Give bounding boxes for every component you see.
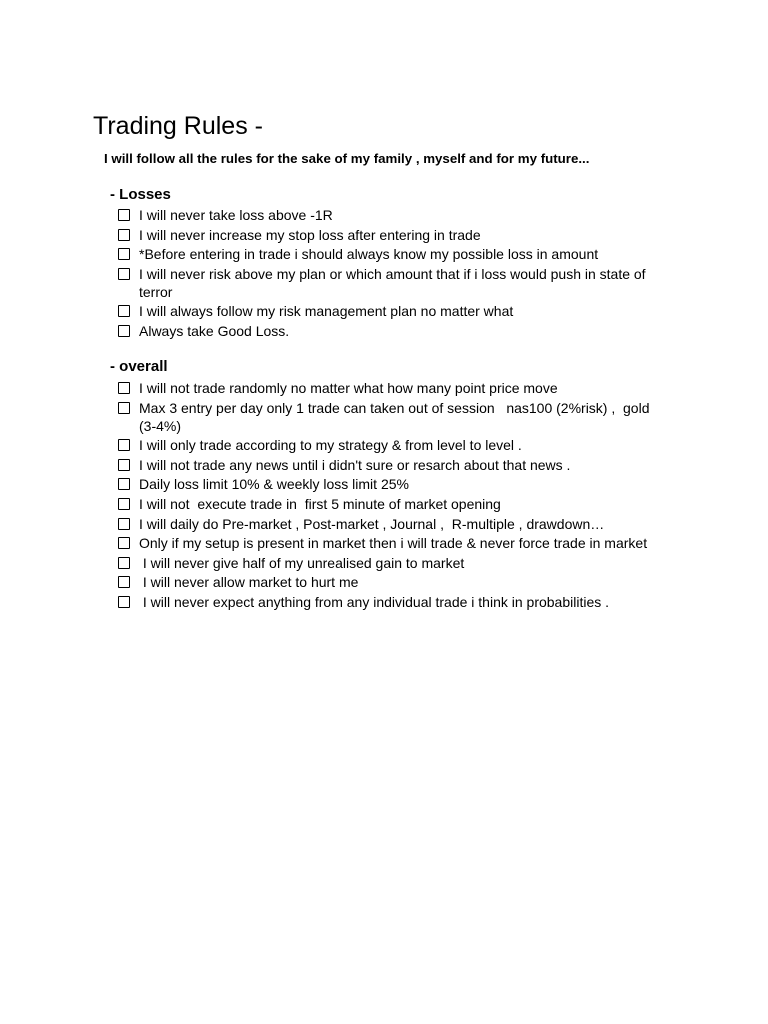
checkbox-icon[interactable]	[118, 518, 130, 530]
rule-text: Only if my setup is present in market then i will trade & never force trade in market	[139, 535, 648, 552]
list-item	[118, 495, 663, 513]
rule-text: I will never increase my stop loss after entering in trade	[139, 226, 481, 243]
rule-text: I will never allow market to hurt me	[139, 574, 359, 591]
checkbox-icon[interactable]	[118, 402, 130, 414]
list-item	[118, 302, 663, 320]
rule-text: Daily loss limit 10% & weekly loss limit 25%	[139, 476, 409, 493]
rule-text: I will only trade according to my strategy & from level to level .	[139, 437, 522, 454]
list-item	[118, 265, 663, 301]
checkbox-icon[interactable]	[118, 537, 130, 549]
checkbox-icon[interactable]	[118, 498, 130, 510]
rule-text: I will never take loss above -1R	[139, 207, 333, 223]
page-title: Trading Rules -	[93, 112, 263, 140]
list-item	[118, 573, 663, 591]
checkbox-icon[interactable]	[118, 325, 130, 337]
checkbox-icon[interactable]	[118, 478, 130, 490]
rule-text: Max 3 entry per day only 1 trade can taken out of session nas100 (2%risk) , gold (3-4%)	[139, 399, 654, 434]
checkbox-icon[interactable]	[118, 576, 130, 588]
checkbox-icon[interactable]	[118, 459, 130, 471]
rule-text: I will not execute trade in first 5 minute of market opening	[139, 495, 501, 512]
section-heading-losses: - Losses	[110, 186, 171, 203]
checkbox-icon[interactable]	[118, 229, 130, 241]
list-item	[118, 436, 663, 454]
rule-list-losses	[118, 206, 663, 342]
rule-text: I will never risk above my plan or which amount that if i loss would push in state of terror	[139, 265, 646, 300]
checkbox-icon[interactable]	[118, 268, 130, 280]
checkbox-icon[interactable]	[118, 209, 130, 221]
list-item	[118, 379, 663, 397]
rule-text: I will not trade randomly no matter what how many point price move	[139, 380, 558, 396]
list-item	[118, 226, 663, 244]
list-item	[118, 475, 663, 493]
list-item	[118, 322, 663, 340]
list-item	[118, 399, 663, 435]
rule-list-overall	[118, 379, 663, 613]
checkbox-icon[interactable]	[118, 305, 130, 317]
list-item	[118, 554, 663, 572]
checkbox-icon[interactable]	[118, 382, 130, 394]
list-item	[118, 534, 663, 552]
section-heading-overall: - overall	[110, 358, 168, 375]
list-item	[118, 515, 663, 533]
rule-text: I will never expect anything from any individual trade i think in probabilities .	[139, 593, 610, 610]
checkbox-icon[interactable]	[118, 439, 130, 451]
checkbox-icon[interactable]	[118, 248, 130, 260]
rule-text: I will not trade any news until i didn't sure or resarch about that news .	[139, 456, 571, 473]
rule-text: I will never give half of my unrealised gain to market	[139, 554, 465, 571]
list-item	[118, 593, 663, 611]
rule-text: I will always follow my risk management plan no matter what	[139, 303, 514, 320]
checkbox-icon[interactable]	[118, 596, 130, 608]
rule-text: I will daily do Pre-market , Post-market , Journal , R-multiple , drawdown…	[139, 515, 605, 532]
checkbox-icon[interactable]	[118, 557, 130, 569]
rule-text: *Before entering in trade i should always know my possible loss in amount	[139, 246, 599, 263]
list-item	[118, 245, 663, 263]
rule-text: Always take Good Loss.	[139, 322, 290, 339]
page-subtitle: I will follow all the rules for the sake of my family , myself and for my future...	[104, 151, 590, 166]
list-item	[118, 456, 663, 474]
list-item	[118, 206, 663, 224]
